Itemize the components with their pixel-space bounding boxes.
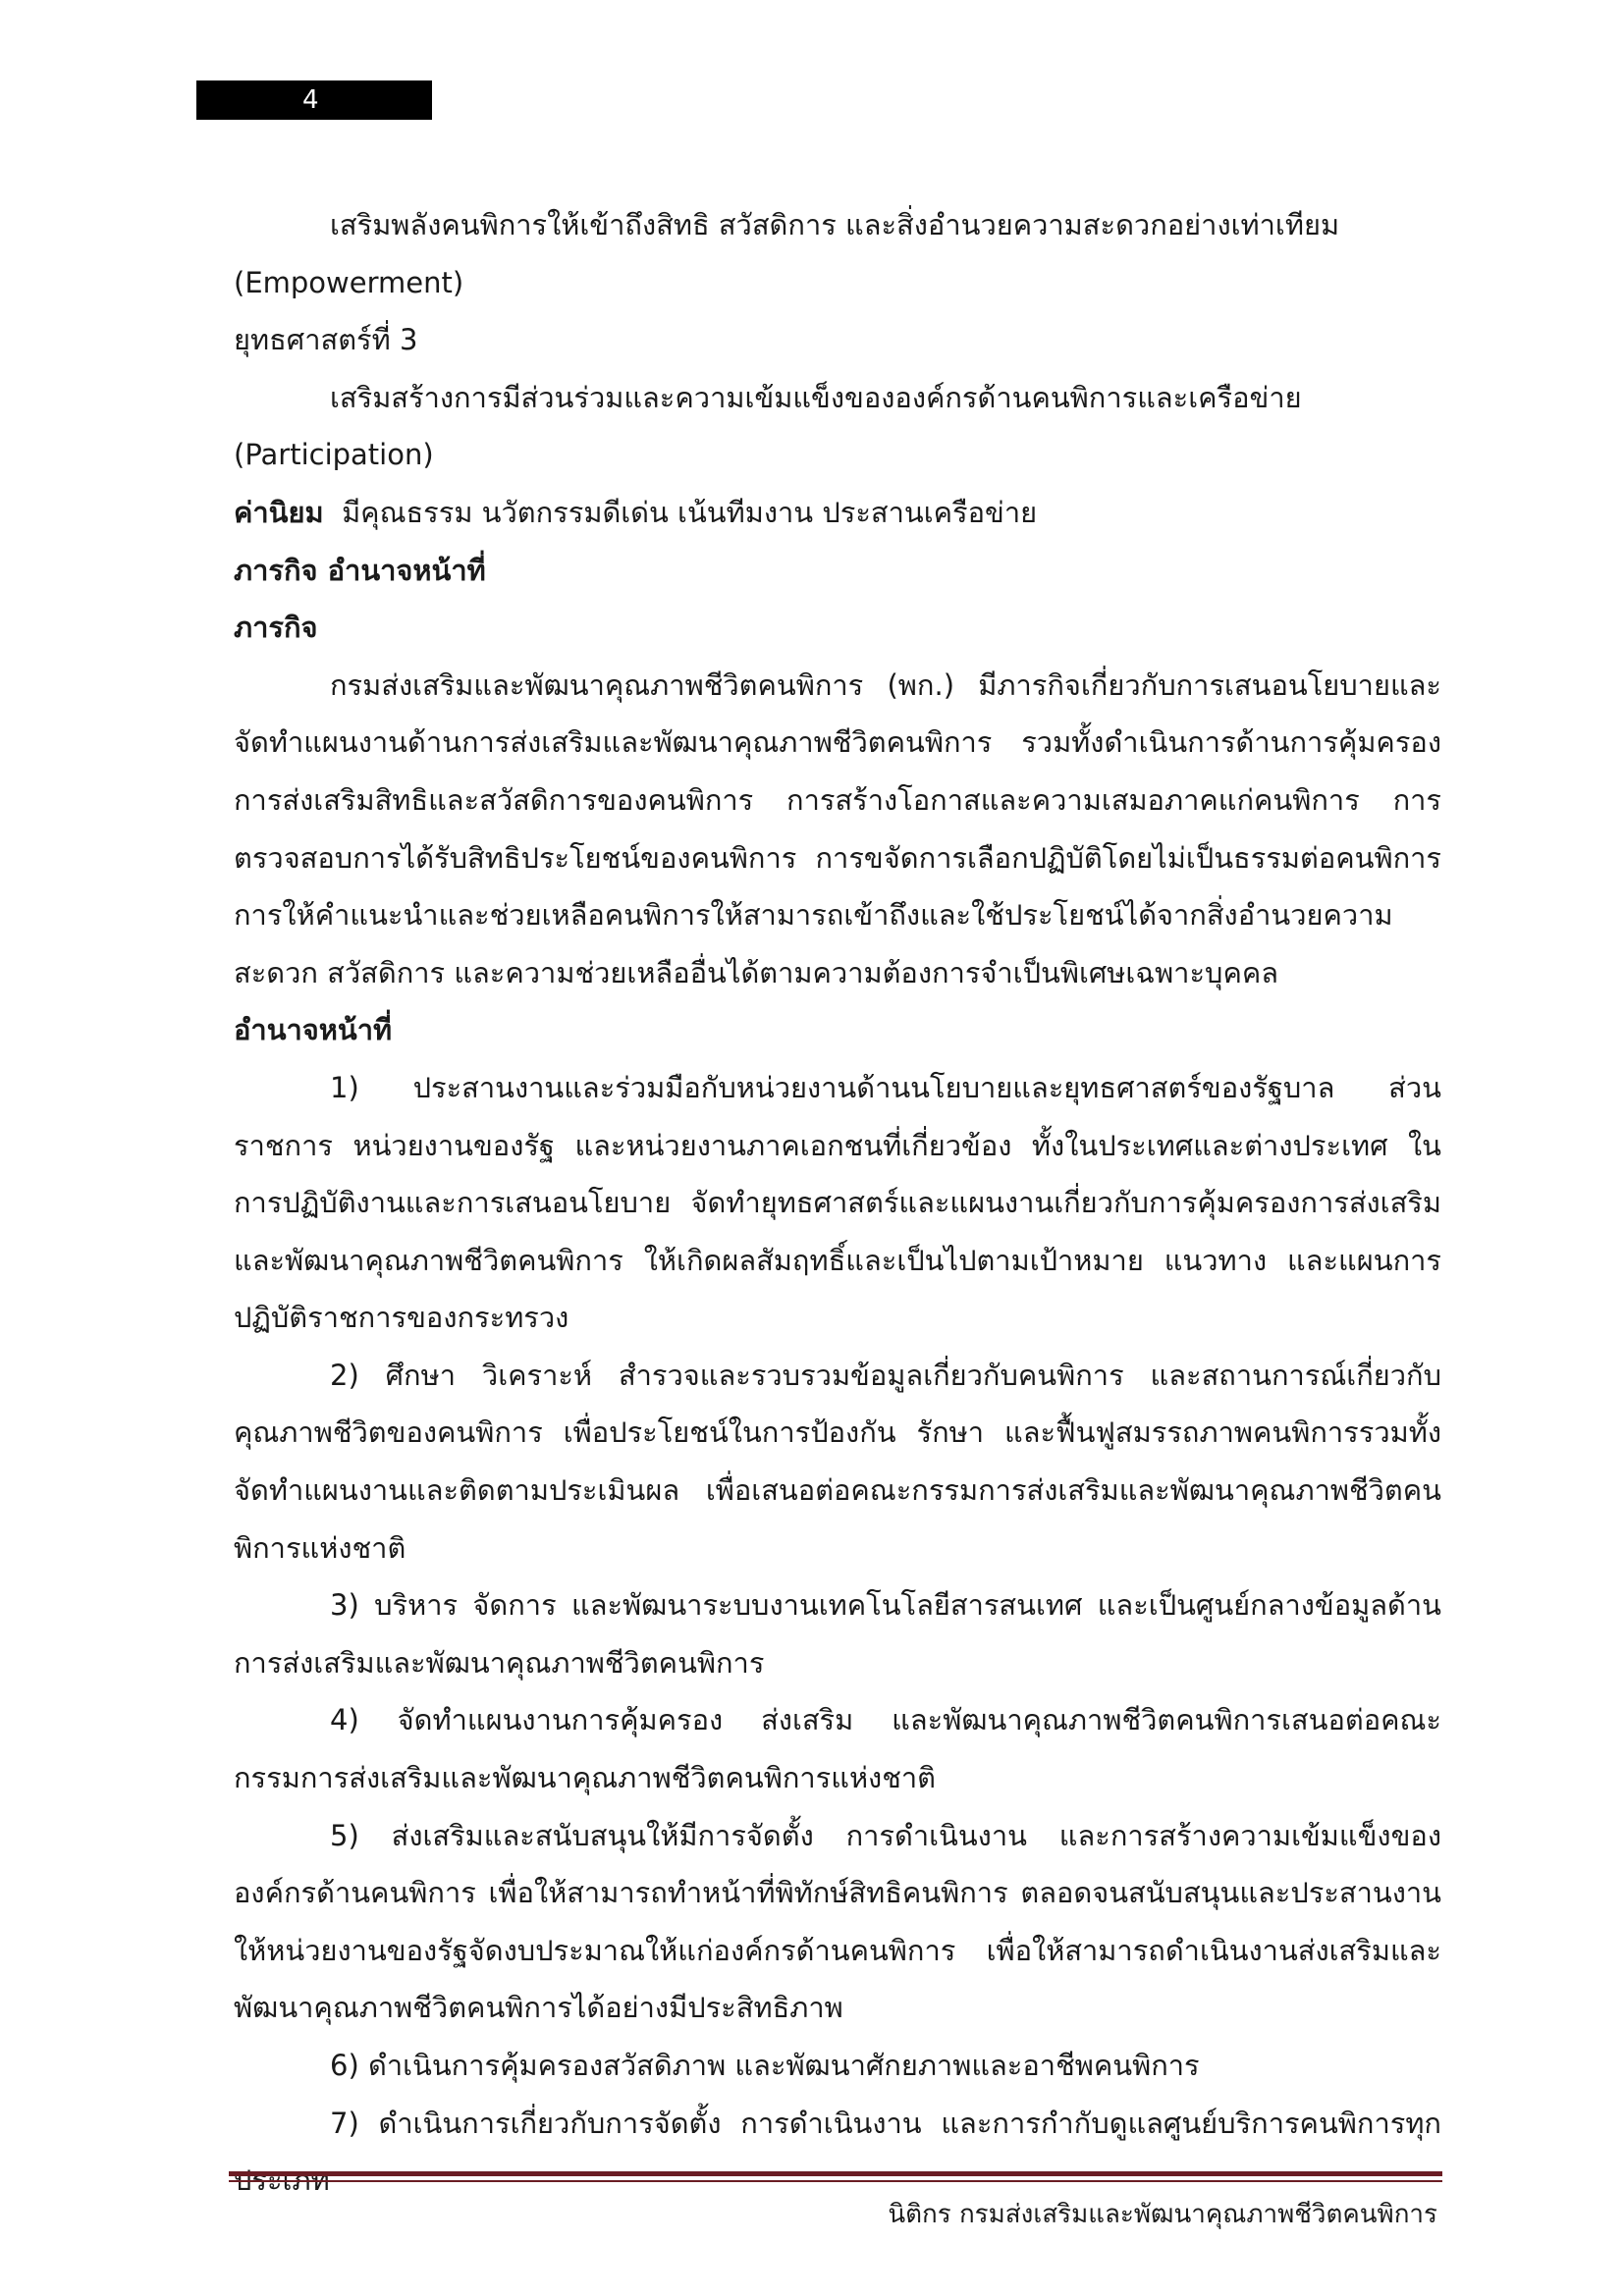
strategy-3-text: เสริมสร้างการมีส่วนร่วมและความเข้มแข็งขององค์กรด้านคนพิการและเครือข่าย (Participation) [234, 380, 1302, 472]
page-number-bar [196, 80, 432, 120]
duty-item: 3) บริหาร จัดการ และพัฒนาระบบงานเทคโนโลยีสารสนเทศ และเป็นศูนย์กลางข้อมูลด้านการส่งเสริมและพัฒนาคุณภาพชีวิตคนพิการ [234, 1588, 1441, 1680]
duty-item: 6) ดำเนินการคุ้มครองสวัสดิภาพ และพัฒนาศักยภาพและอาชีพคนพิการ [330, 2049, 1200, 2082]
mission-text: กรมส่งเสริมและพัฒนาคุณภาพชีวิตคนพิการ (พก.) มีภารกิจเกี่ยวกับการเสนอนโยบายและจัดทำแผนงานด้านการส่งเสริมและพัฒนาคุณภาพชีวิตคนพิการ รวมทั้งดำเนินการด้านการคุ้มครอง การส่งเสริมสิทธิและสวัสดิการของคนพิการ การสร้างโอกาสและความเสมอภาคแก่คนพิการ การตรวจสอบการได้รับสิทธิประโยชน์ของคนพิการ การขจัดการเลือกปฏิบัติโดยไม่เป็นธรรมต่อคนพิการ การให้คำแนะนำและช่วยเหลือคนพิการให้สามารถเข้าถึงและใช้ประโยชน์ได้จากสิ่งอำนวยความสะดวก สวัสดิการ และความช่วยเหลืออื่นได้ตามความต้องการจำเป็นพิเศษเฉพาะบุคคล [234, 667, 1441, 989]
duty-item: 4) จัดทำแผนงานการคุ้มครอง ส่งเสริม และพัฒนาคุณภาพชีวิตคนพิการเสนอต่อคณะกรรมการส่งเสริมและพัฒนาคุณภาพชีวิตคนพิการแห่งชาติ [234, 1703, 1441, 1795]
footer-divider-thin [229, 2180, 1442, 2182]
intro-paragraph: เสริมพลังคนพิการให้เข้าถึงสิทธิ สวัสดิการ และสิ่งอำนวยความสะดวกอย่างเท่าเทียม (Empowerment) [234, 208, 1340, 299]
values-line [234, 484, 1441, 542]
strategy-3-heading: ยุทธศาสตร์ที่ 3 [234, 323, 418, 357]
values-label: ค่านิยม [234, 495, 324, 529]
mission-duties-heading: ภารกิจ อำนาจหน้าที่ [234, 553, 486, 587]
duty-item: 1) ประสานงานและร่วมมือกับหน่วยงานด้านนโยบายและยุทธศาสตร์ของรัฐบาล ส่วนราชการ หน่วยงานของรัฐ และหน่วยงานภาคเอกชนที่เกี่ยวข้อง ทั้งในประเทศและต่างประเทศ ในการปฏิบัติงานและการเสนอนโยบาย จัดทำยุทธศาสตร์และแผนงานเกี่ยวกับการคุ้มครองการส่งเสริมและพัฒนาคุณภาพชีวิตคนพิการ ให้เกิดผลสัมฤทธิ์และเป็นไปตามเป้าหมาย แนวทาง และแผนการปฏิบัติราชการของกระทรวง [234, 1070, 1441, 1335]
duty-item: 2) ศึกษา วิเคราะห์ สำรวจและรวบรวมข้อมูลเกี่ยวกับคนพิการ และสถานการณ์เกี่ยวกับคุณภาพชีวิตของคนพิการ เพื่อประโยชน์ในการป้องกัน รักษา และฟื้นฟูสมรรถภาพคนพิการรวมทั้งจัดทำแผนงานและติดตามประเมินผล เพื่อเสนอต่อคณะกรรมการส่งเสริมและพัฒนาคุณภาพชีวิตคนพิการแห่งชาติ [234, 1358, 1441, 1565]
mission-heading: ภารกิจ [234, 611, 318, 645]
duty-item: 7) ดำเนินการเกี่ยวกับการจัดตั้ง การดำเนินงาน และการกำกับดูแลศูนย์บริการคนพิการทุก [330, 2106, 1441, 2140]
footer-text: นิติกร กรมส่งเสริมและพัฒนาคุณภาพชีวิตคนพิการ [888, 2200, 1437, 2229]
duties-heading: อำนาจหน้าที่ [234, 1013, 393, 1047]
page-number: 4 [302, 85, 319, 115]
duty-item: 5) ส่งเสริมและสนับสนุนให้มีการจัดตั้ง การดำเนินงาน และการสร้างความเข้มแข็งขององค์กรด้านคนพิการ เพื่อให้สามารถทำหน้าที่พิทักษ์สิทธิคนพิการ ตลอดจนสนับสนุนและประสานงานให้หน่วยงานของรัฐจัดงบประมาณให้แก่องค์กรด้านคนพิการ เพื่อให้สามารถดำเนินงานส่งเสริมและพัฒนาคุณภาพชีวิตคนพิการได้อย่างมีประสิทธิภาพ [234, 1818, 1441, 2025]
values-text: มีคุณธรรม นวัตกรรมดีเด่น เน้นทีมงาน ประสานเครือข่าย [342, 495, 1038, 529]
document-body [234, 196, 1441, 2210]
footer-divider [229, 2171, 1442, 2176]
